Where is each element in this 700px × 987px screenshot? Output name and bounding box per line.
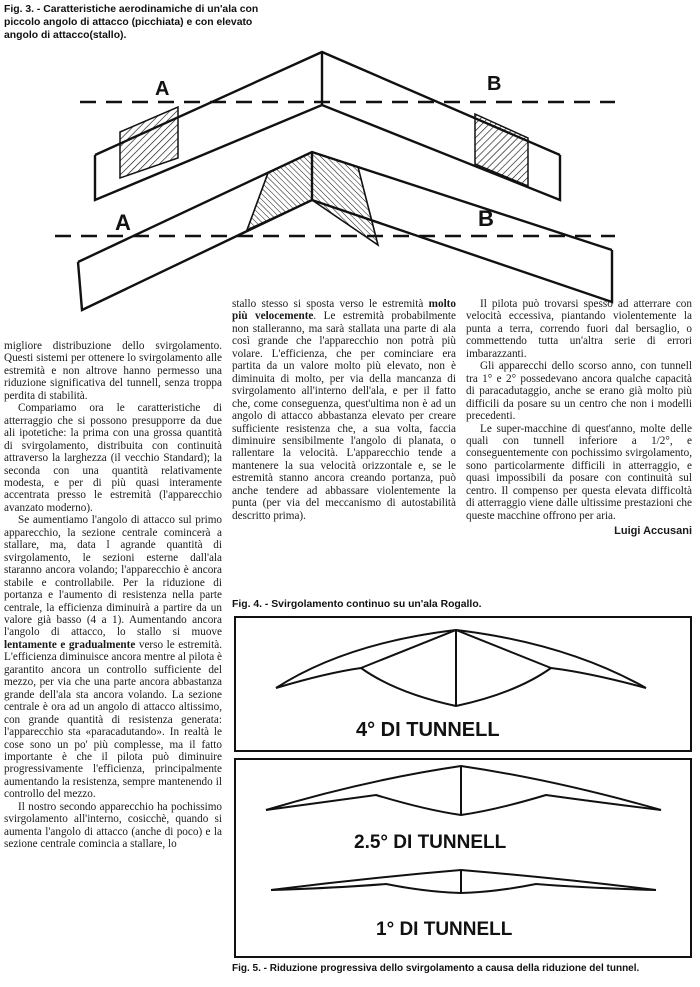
col3-paragraph-2: Gli apparecchi dello scorso anno, con tunnell tra 1° e 2° possedevano ancora qualche capacità di paracadutaggio, anche se erano già molto più difficili da posare su un centro che non i modelli precedenti.: [466, 360, 692, 423]
col3-paragraph-3: Le super-macchine di quest'anno, molte delle quali con tunnell inferiore a 1/2°, e conseguentemente con pochissimo svirgolamento, sono particolarmente difficili in atterraggio, e quasi impossibili da posare con continuità sul centro. Il compenso per questa elevata difficoltà di atterraggio viene dalle ultissime prestazioni che queste macchine offrono per aria.: [466, 422, 692, 522]
fig3-wing-diagram: [0, 40, 700, 330]
col1-paragraph-2: Compariamo ora le caratteristiche di atterraggio che si possono presupporre da due ali ipotetiche: la prima con una grossa quantità di svirgolamento, distribuita con continuità attraverso la larghezza (il vecchio Standard); la seconda con una quantità relativamente modesta, e per di più quasi interamente accentrata presso le estremità (l'apparecchio avanzato moderno).: [4, 402, 222, 514]
column-2: [232, 298, 456, 522]
col3-paragraph-1: Il pilota può trovarsi spesso ad atterrare con velocità eccessiva, piantando violentemente la punta a terra, correndo fuori dal bersaglio, o commettendo tutta un'altra serie di errori imbarazzanti.: [466, 298, 692, 360]
col1-bold-phrase: lentamente e gradualmente: [4, 638, 136, 651]
column-1: [4, 340, 222, 851]
col1-paragraph-4-text: L'efficienza diminuisce ancora mentre al pilota è garantito ancora un controllo sufficiente del mezzo, per via che una parte ancora abbastanza grande dell'ala sta ancora volando. La sezione centrale è ora ad un angolo di attacco altissimo, con grande quantità di resistenza generata: l'apparecchio sta «paracadutando». In realtà le cose sono un po' più complesse, ma il fatto importante è che il pilota può diminuire progressivamente l'efficienza, principalmente aumentando la resistenza, sempre mantenendo il controllo del mezzo.: [4, 651, 222, 801]
author-signature: Luigi Accusani: [614, 525, 692, 538]
col1-paragraph-1: migliore distribuzione dello svirgolamento. Questi sistemi per ottenere lo svirgolamento alle estremità e non altrove hanno permesso una riduzione significativa del tunnell, senza troppa perdita di stabilità.: [4, 340, 222, 402]
hatch-tip-b: [475, 114, 528, 186]
fig5-tunnel-label-1: 2.5° DI TUNNELL: [354, 832, 507, 853]
fig4-box: [234, 616, 692, 752]
col2-bold-phrase: molto più velocemente: [232, 298, 456, 323]
label-b-top: B: [487, 73, 502, 95]
fig4-tunnel-label: 4° DI TUNNELL: [356, 719, 500, 741]
col1-paragraph-3: [4, 514, 222, 800]
label-b-bottom: B: [478, 206, 494, 231]
fig4-caption: Fig. 4. - Svirgolamento continuo su un'ala Rogallo.: [232, 599, 482, 610]
col2-text-after: . Le estremità probabilmente non stalleranno, ma sarà stallata una parte di ala così grande che l'apparecchio non potrà più volare. L'efficienza, che per cominciare era partita da un valore molto più elevato, non è diminuita di molto, per via della mancanza di svirgolamento all'interno dell'ala, e per il fatto che, come conseguenza, quest'ultima non è ad un angolo di attacco abbastanza elevato per creare sufficiente resistenza che, a sua volta, faccia diminuire sensibilmente l'angolo di planata, o rallentare la velocità. L'apparecchio tende a mantenere la sua velocità orizzontale e, se le estremità stanno ancora creando portanza, può anche tendere ad abbassare violentemente la punta (per via del meccanismo di autostabilità descritto prima).: [232, 310, 456, 522]
column-3: [466, 298, 692, 538]
fig5-tunnel-label-2: 1° DI TUNNELL: [376, 919, 513, 940]
hatch-tip-a: [120, 107, 178, 178]
label-a-bottom: A: [115, 210, 131, 235]
col1-paragraph-5: Il nostro secondo apparecchio ha pochissimo svirgolamento all'interno, cosicchè, quando si aumenta l'angolo di attacco (anche di poco) e la sezione centrale comincia a stallare, lo: [4, 800, 222, 851]
fig5-box: [234, 758, 692, 958]
col2-text-before: stallo stesso si sposta verso le estremità: [232, 298, 424, 310]
label-a-top: A: [155, 78, 170, 100]
col1-after-bold: verso le estremità.: [138, 638, 223, 651]
col2-paragraph: [232, 298, 456, 522]
col1-paragraph-3-text: Se aumentiamo l'angolo di attacco sul primo apparecchio, la sezione centrale comincerà a stallare, ma, data l agrande quantità di svirgolamento, le sezioni esterne dall'ala staranno ancora volando; l'apparecchio è ancora stabile e controllabile. Per la riduzione di portanza e l'aumento di resistenza nella parte centrale, la efficienza diminuirà a partire da un valore già basso (4 a 1). Aumentando ancora l'angolo di attacco, lo stallo si muove: [4, 514, 222, 639]
fig3-caption: Fig. 3. - Caratteristiche aerodinamiche di un'ala con piccolo angolo di attacco (picchiata) e con elevato angolo di attacco(stallo).: [4, 4, 259, 41]
fig5-caption: Fig. 5. - Riduzione progressiva dello svirgolamento a causa della riduzione del tunnel.: [232, 963, 640, 974]
